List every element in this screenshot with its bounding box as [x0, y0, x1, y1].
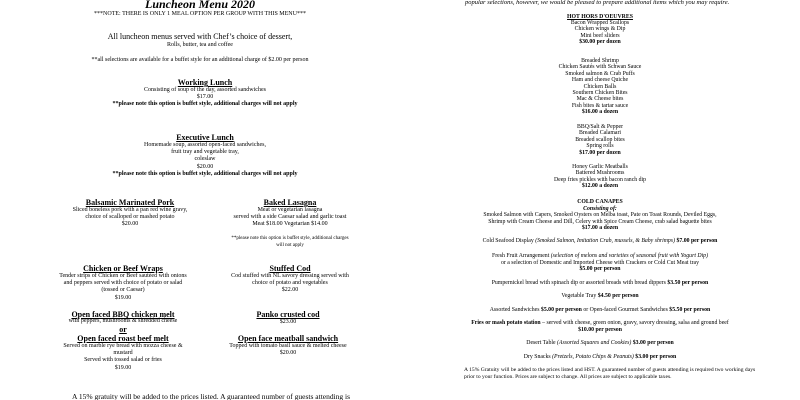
- hot-hors-doeuvres: HOT HORS D'OEUVRES Bacon Wrapped Scallops Chicken wings & Dip Mini beef sliders $30.00 per dozen: [567, 14, 633, 45]
- hot-group-4: Honey Garlic Meatballs Battered Mushrooms Deep fries pickles with bacon ranch dip $12.00 a dozen: [553, 164, 647, 190]
- wraps-title: Chicken or Beef Wraps: [83, 264, 163, 273]
- hot-group-3: BBQ/Salt & Pepper Breaded Calamari Breaded scallop bites Spring rolls $17.00 per dozen: [575, 124, 625, 156]
- meatball-sandwich-title: Open face meatball sandwich: [237, 334, 339, 343]
- pumpernickel-bread: Pumpernickel bread with spinach dip or assorted breads with bread dippers $3.50 per person: [491, 280, 709, 286]
- or-divider: or: [119, 325, 127, 334]
- right-footer-gratuity: A 15% Gratuity will be added to the prices listed and HST. A guaranteed number of guests attending is required two working days prior to your function. Prices are subject to change. All prices are subject to applicable taxes.: [464, 367, 756, 380]
- baked-lasagna-note: **please note this option is buffet style, additional charges will not apply: [231, 236, 349, 248]
- fries-station: Fries or mash potato station – served with cheese, green onion, gravy, savory dressing, salsa and ground beef $10.00 per person: [471, 320, 729, 333]
- fresh-fruit-arrangement: Fresh Fruit Arrangement (selection of melons and varieties of seasonal fruit with Yogurt Dip) or a selection of Domestic and Imported Cheese with Crackers or Cold Cut Meat tray $5.00 per person: [491, 253, 709, 273]
- baked-lasagna-desc: Meat or vegetarian lasagna served with a side Caesar salad and garlic toast Meat $18.00 Vegetarian $14.00: [233, 207, 347, 228]
- working-lunch-note: **please note this option is buffet style, additional charges will not apply: [112, 101, 298, 107]
- left-footer-gratuity: A 15% gratuity will be added to the prices listed. A guaranteed number of guests attending is: [72, 392, 351, 400]
- executive-lunch-title: Executive Lunch: [176, 133, 234, 142]
- catering-intro: popular selections, however, we would be pleased to prepare additional items which you may require.: [465, 0, 730, 6]
- roast-beef-melt-desc: Served on marble rye bread with mozza cheese & mustard Served with tossed salad or fries $19.00: [63, 343, 183, 371]
- stuffed-cod-title: Stuffed Cod: [269, 264, 311, 273]
- wraps-desc: Tender strips of Chicken or Beef sautéed with onions and peppers served with choice of potato or salad (tossed or Caesar) $19.00: [59, 273, 187, 301]
- dessert-table: Desert Table (Assorted Squares and Cookies) $3.00 per person: [526, 340, 674, 346]
- executive-lunch-desc: Homemade soup, assorted open-faced sandwiches, fruit tray and vegetable tray, coleslaw $20.00 **please note this option is buffet style, additional charges will not apply: [112, 142, 298, 177]
- working-lunch-price: $17.00: [196, 94, 214, 100]
- stuffed-cod-desc: Cod stuffed with NL savory dressing served with choice of potato and vegetables $22.00: [231, 273, 349, 294]
- baked-lasagna-title: Baked Lasagna: [263, 198, 317, 207]
- panko-cod-title: Panko crusted cod: [256, 310, 320, 319]
- intro-line-1: All luncheon menus served with Chef’s choice of dessert,: [107, 32, 293, 41]
- menu-title: Luncheon Menu 2020: [144, 0, 256, 11]
- intro-line-2: Rolls, butter, tea and coffee: [167, 42, 233, 48]
- panko-cod-price: $23.00: [279, 319, 297, 325]
- roast-beef-melt-title: Open faced roast beef melt: [77, 334, 169, 343]
- catering-menu-page: [400, 0, 800, 400]
- cold-canapes: COLD CANAPES Consisting of: Smoked Salmon with Capers, Smoked Oysters on Melba toast, Pate on Toast Rounds, Deviled Eggs, Shrimp with Cream Cheese and Dill, Celery with Spice Cream Cheese, crab salad baguette bites $17.00 a dozen: [483, 199, 717, 232]
- dry-snacks: Dry Snacks (Pretzels, Potato Chips & Peanuts) $3.00 per person: [523, 354, 677, 360]
- bbq-chicken-melt-title: Open faced BBQ chicken melt: [71, 310, 175, 319]
- balsamic-pork-title: Balsamic Marinated Pork: [85, 198, 175, 207]
- meal-option-note: ***NOTE: THERE IS ONLY 1 MEAL OPTION PER GROUP WITH THIS MENU***: [94, 11, 306, 17]
- bbq-chicken-melt-desc: with peppers, mushrooms & shredded cheese: [68, 318, 178, 324]
- vegetable-tray: Vegetable Tray $4.50 per person: [561, 293, 639, 299]
- balsamic-pork-desc: Sliced boneless pork with a pan red wine gravy, choice of scalloped or mashed potato $20.00: [72, 207, 188, 228]
- buffet-note: **all selections are available for a buffet style for an additional charge of $2.00 per person: [91, 57, 309, 63]
- hot-group-2: Breaded Shrimp Chicken Sautés with Schwan Sauce Smoked salmon & Crab Puffs Ham and cheese Quiche Chicken Balls Southern Chicken Bites Mac & Cheese bites Fish bites & tartar sauce $16.00 a dozen: [558, 58, 642, 116]
- working-lunch-title: Working Lunch: [177, 78, 233, 87]
- assorted-sandwiches: Assorted Sandwiches $5.00 per person or Open-faced Gourmet Sandwiches $5.50 per person: [489, 307, 711, 313]
- cold-seafood-display: Cold Seafood Display (Smoked Salmon, Imitation Crab, mussels, & Baby shrimps) $7.00 per person: [482, 238, 718, 244]
- working-lunch-desc: Consisting of soup of the day, assorted sandwiches: [144, 87, 266, 93]
- meatball-sandwich-desc: Topped with tomato basil sauce & melted cheese $20.00: [229, 343, 347, 357]
